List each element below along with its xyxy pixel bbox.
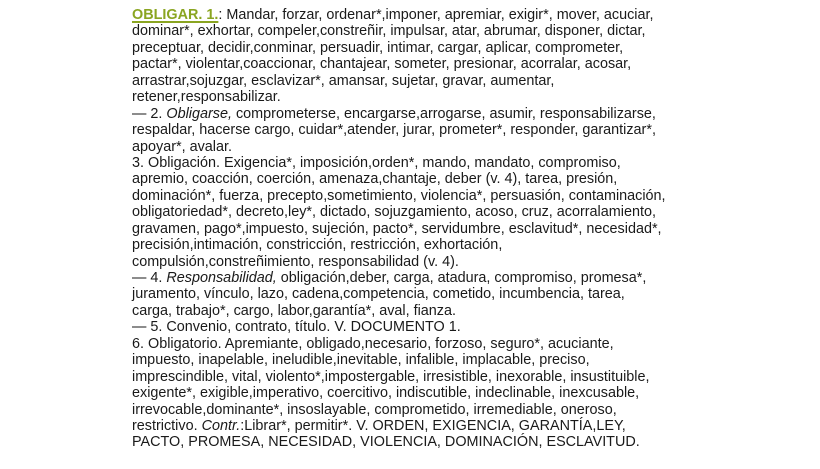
entry-text: gravamen, pago*,impuesto, sujeción, pacto*, servidumbre, esclavitud*, necesidad*,	[132, 220, 662, 237]
entry-text: preceptuar, decidir,conminar, persuadir, intimar, cargar, aplicar, comprometer,	[132, 39, 624, 56]
entry-text: juramento, vínculo, lazo, cadena,competencia, cometido, incumbencia, tarea,	[132, 286, 625, 303]
entry-text: PACTO, PROMESA, NECESIDAD, VIOLENCIA, DOMINACIÓN, ESCLAVITUD.	[132, 434, 640, 451]
entry-text: carga, trabajo*, cargo, labor,garantía*, aval, fianza.	[132, 302, 456, 319]
italic-term: Contr.	[201, 417, 241, 434]
entry-text: 3. Obligación. Exigencia*, imposición,orden*, mando, mandato, compromiso,	[132, 154, 621, 171]
entry-line-3	[132, 40, 812, 56]
entry-line-21	[132, 336, 812, 352]
entry-line-22	[132, 352, 812, 368]
entry-text: pactar*, violentar,coaccionar, chantajear, someter, presionar, acorralar, acosar,	[132, 56, 632, 73]
entry-line-26	[132, 418, 812, 434]
entry-line-13	[132, 204, 812, 220]
dictionary-entry	[132, 7, 812, 451]
entry-line-11	[132, 171, 812, 187]
entry-line-1	[132, 7, 812, 23]
entry-text: : Mandar, forzar, ordenar*,imponer, apremiar, exigir*, mover, acuciar,	[218, 7, 654, 23]
entry-line-12	[132, 188, 812, 204]
entry-line-7	[132, 106, 812, 122]
entry-text: arrastrar,sojuzgar, esclavizar*, amansar, sujetar, gravar, aumentar,	[132, 72, 555, 89]
entry-text: dominar*, exhortar, compeler,constreñir, impulsar, atar, abrumar, disponer, dictar,	[132, 23, 646, 40]
entry-text: apremio, coacción, coerción, amenaza,chantaje, deber (v. 4), tarea, presión,	[132, 171, 618, 188]
entry-line-24	[132, 385, 812, 401]
entry-line-16	[132, 254, 812, 270]
entry-line-25	[132, 402, 812, 418]
entry-text: — 4.	[132, 270, 167, 286]
entry-line-8	[132, 122, 812, 138]
entry-line-20	[132, 319, 812, 335]
entry-line-15	[132, 237, 812, 253]
entry-text: apoyar*, avalar.	[132, 138, 232, 155]
entry-text: 6. Obligatorio. Apremiante, obligado,necesario, forzoso, seguro*, acuciante,	[132, 335, 614, 352]
entry-text: exigente*, exigible,imperativo, coercitivo, indiscutible, indeclinable, inexcusable,	[132, 385, 640, 402]
entry-text: comprometerse, encargarse,arrogarse, asumir, responsabilizarse,	[231, 105, 656, 122]
entry-line-14	[132, 221, 812, 237]
entry-line-5	[132, 73, 812, 89]
entry-text: — 2.	[132, 105, 167, 122]
entry-line-2	[132, 23, 812, 39]
entry-text: dominación*, fuerza, precepto,sometimiento, violencia*, persuasión, contaminación,	[132, 187, 666, 204]
entry-text: impuesto, inapelable, ineludible,inevitable, infalible, implacable, preciso,	[132, 352, 590, 369]
entry-text: compulsión,constreñimiento, responsabilidad (v. 4).	[132, 253, 459, 270]
entry-line-4	[132, 56, 812, 72]
entry-line-23	[132, 369, 812, 385]
entry-text: obligación,deber, carga, atadura, compromiso, promesa*,	[276, 270, 647, 286]
entry-line-27	[132, 434, 812, 450]
entry-text: precisión,intimación, constricción, restricción, exhortación,	[132, 237, 503, 254]
italic-term: Responsabilidad,	[166, 270, 277, 286]
entry-line-9	[132, 139, 812, 155]
entry-text: imprescindible, vital, violento*,impostergable, irresistible, inexorable, insustituible,	[132, 368, 650, 385]
entry-line-10	[132, 155, 812, 171]
entry-text: retener,responsabilizar.	[132, 89, 281, 106]
italic-term: Obligarse,	[166, 105, 232, 122]
entry-text: restrictivo.	[132, 417, 202, 434]
headword: OBLIGAR. 1.	[132, 7, 219, 23]
entry-text: obligatoriedad*, decreto,ley*, dictado, sojuzgamiento, acoso, cruz, acorralamiento,	[132, 204, 656, 221]
entry-text: :Librar*, permitir*. V. ORDEN, EXIGENCIA, GARANTÍA,LEY,	[240, 417, 626, 434]
entry-line-18	[132, 286, 812, 302]
entry-text: irrevocable,dominante*, insoslayable, comprometido, irremediable, oneroso,	[132, 401, 617, 418]
entry-line-19	[132, 303, 812, 319]
entry-text: — 5. Convenio, contrato, título. V. DOCUMENTO 1.	[132, 319, 461, 336]
entry-line-17	[132, 270, 812, 286]
entry-text: respaldar, hacerse cargo, cuidar*,atender, jurar, prometer*, responder, garantizar*,	[132, 122, 656, 139]
entry-line-6	[132, 89, 812, 105]
